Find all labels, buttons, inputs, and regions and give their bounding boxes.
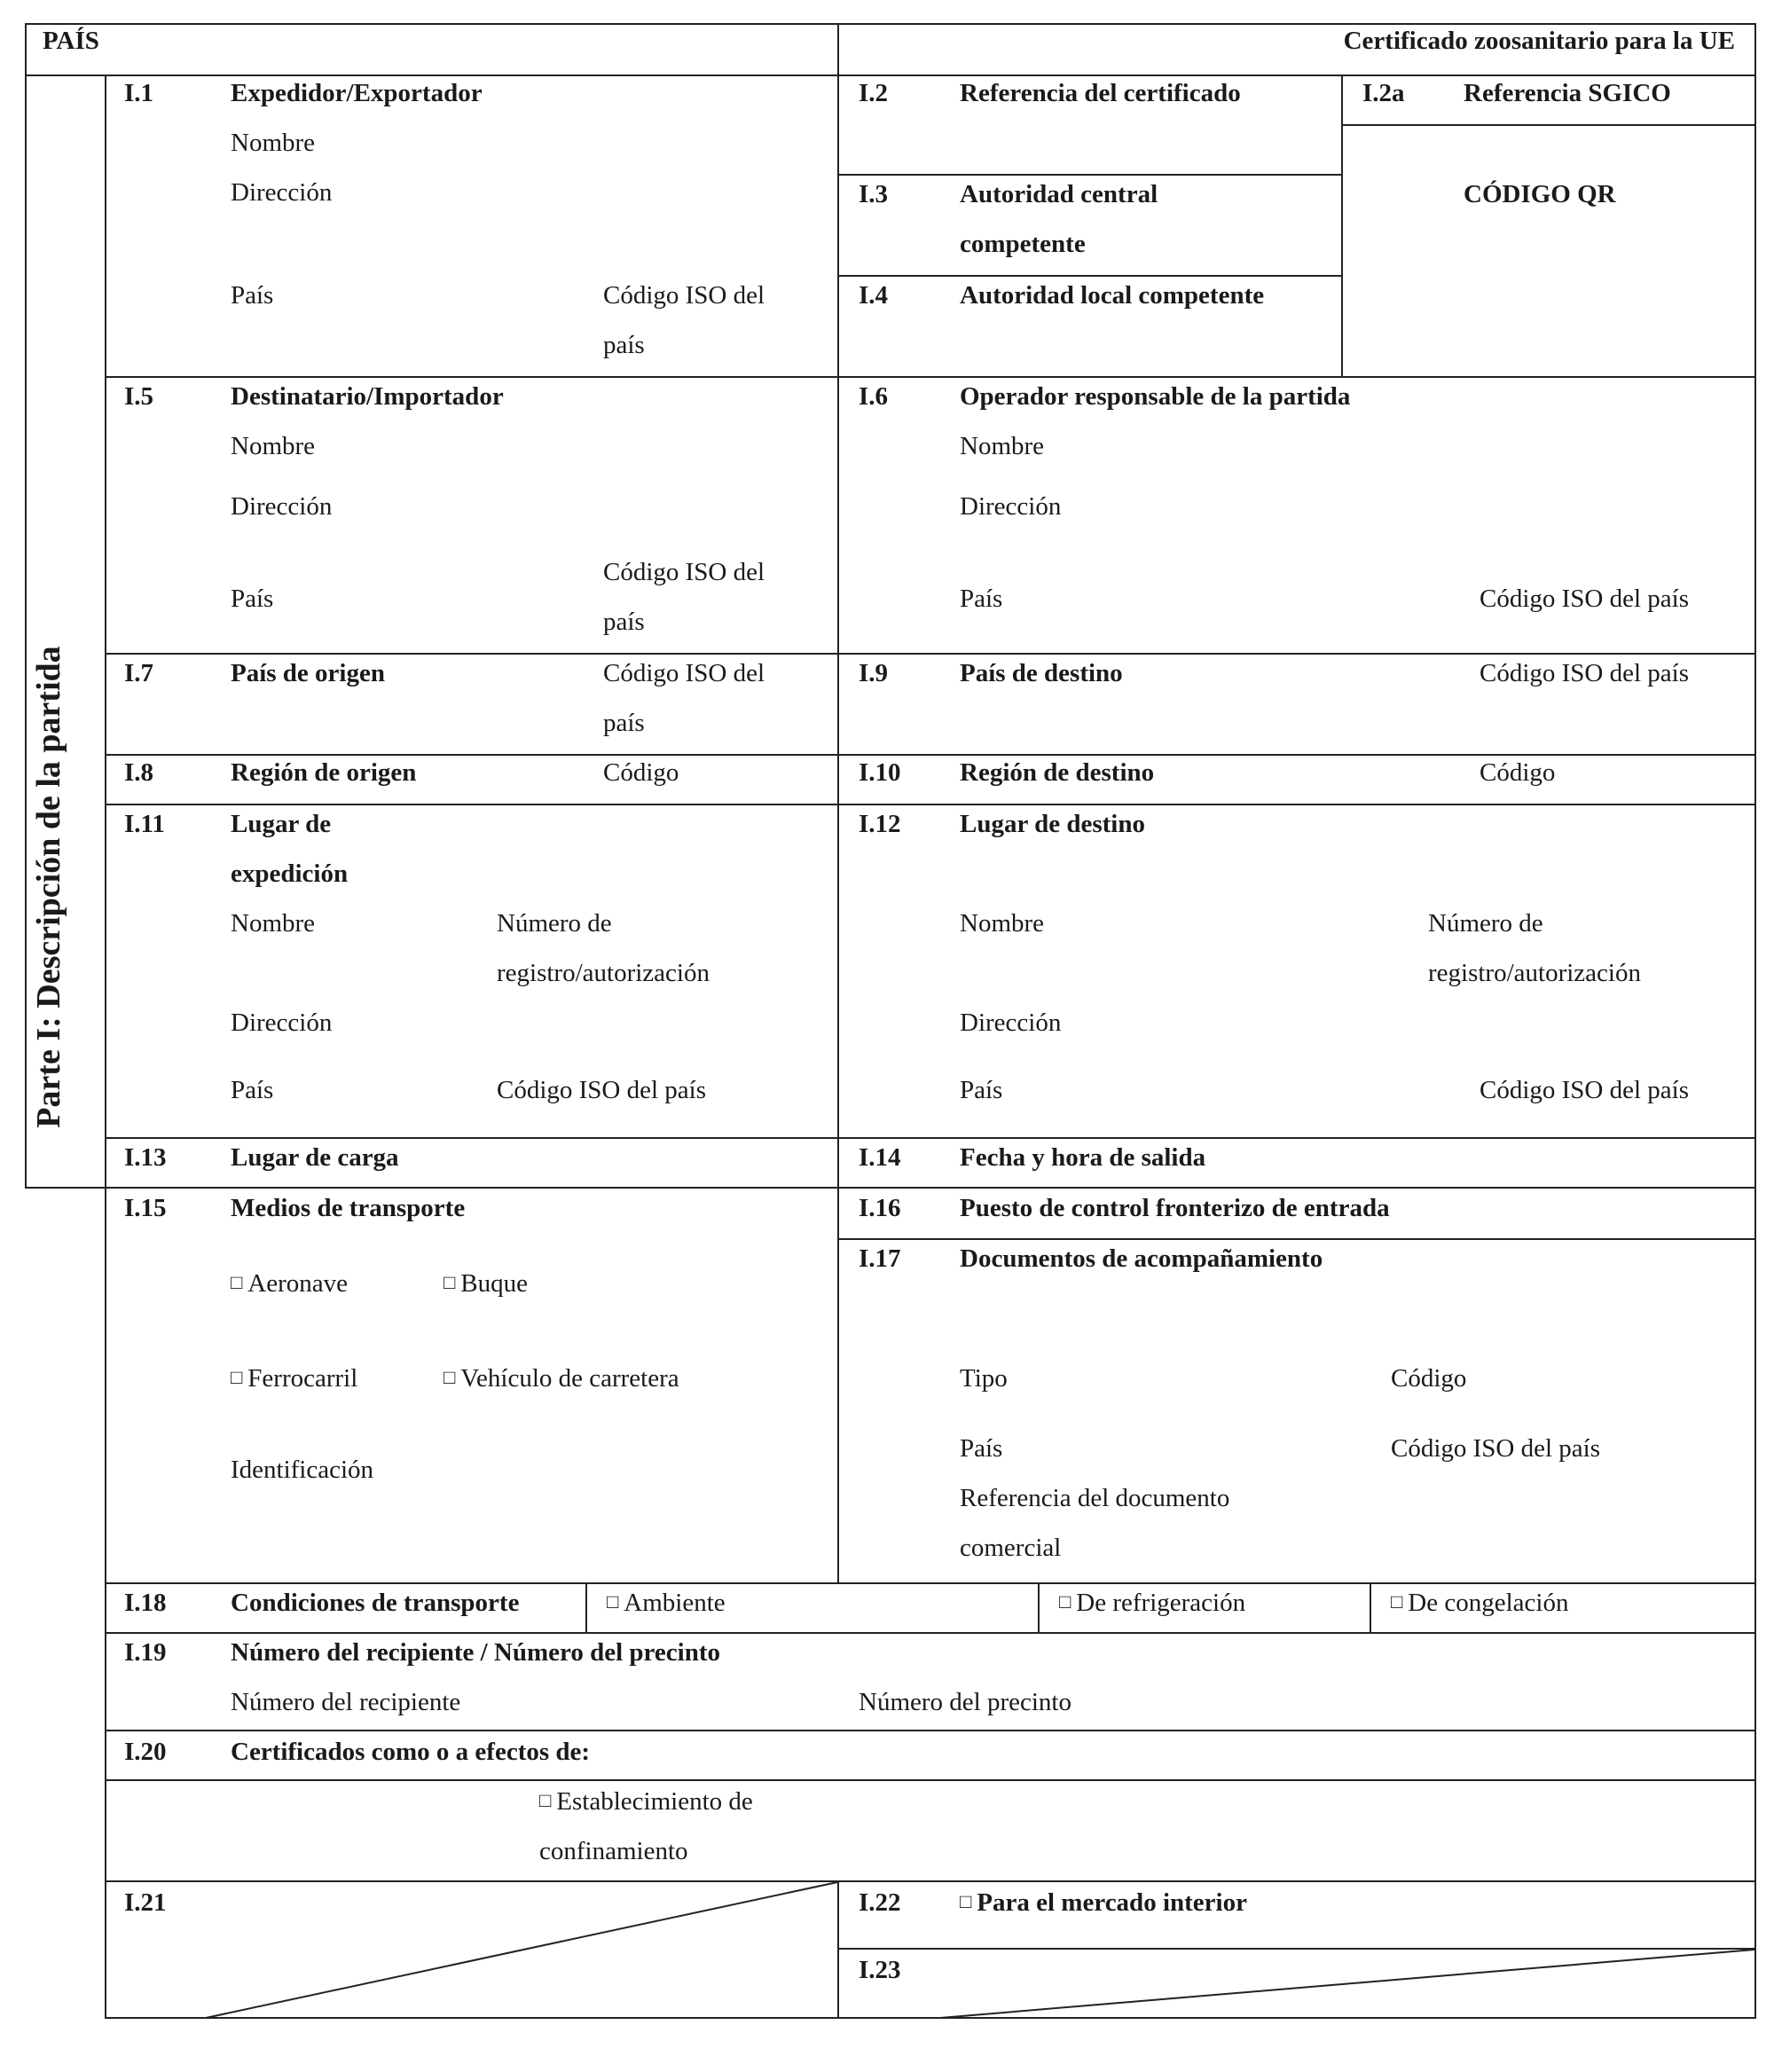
- box-number: I.10: [859, 758, 901, 787]
- country-label: País: [960, 1434, 1003, 1463]
- commercial-doc-ref-label: Referencia del documento: [960, 1484, 1230, 1512]
- iso-code-label: Código ISO del país: [1480, 1076, 1690, 1104]
- box-title: Autoridad local competente: [960, 281, 1265, 310]
- registration-label-cont: registro/autorización: [1428, 959, 1641, 987]
- box-title-cont: competente: [960, 230, 1086, 258]
- checkbox-icon: □: [444, 1271, 456, 1293]
- identification-label: Identificación: [231, 1456, 374, 1484]
- box-title: Referencia SGICO: [1464, 79, 1671, 107]
- confined-establishment-checkbox[interactable]: [539, 1785, 753, 1820]
- box-number: I.1: [124, 79, 154, 107]
- box-title: Lugar de carga: [231, 1143, 399, 1172]
- registration-label: Número de: [1428, 909, 1543, 938]
- option-label: Ferrocarril: [247, 1364, 358, 1393]
- box-title: Expedidor/Exportador: [231, 79, 483, 107]
- box-title: País de destino: [960, 659, 1123, 687]
- address-label: Dirección: [231, 1009, 333, 1037]
- iso-code-label-cont: país: [603, 608, 645, 636]
- option-label: De refrigeración: [1076, 1589, 1246, 1617]
- box-title: Fecha y hora de salida: [960, 1143, 1206, 1172]
- box-number: I.18: [124, 1589, 167, 1617]
- code-label: Código: [1480, 758, 1556, 787]
- box-title: Puesto de control fronterizo de entrada: [960, 1194, 1390, 1222]
- iso-code-label: Código ISO del: [603, 659, 765, 687]
- box-number: I.7: [124, 659, 154, 687]
- chilled-checkbox[interactable]: [1059, 1586, 1245, 1621]
- box-title: Región de origen: [231, 758, 417, 787]
- box-title: Destinatario/Importador: [231, 382, 504, 411]
- option-label: Ambiente: [624, 1589, 726, 1617]
- qr-code-placeholder: CÓDIGO QR: [1464, 180, 1616, 208]
- address-label: Dirección: [231, 178, 333, 207]
- box-number: I.9: [859, 659, 889, 687]
- box-title: Región de destino: [960, 758, 1155, 787]
- box-number: I.6: [859, 382, 889, 411]
- address-label: Dirección: [231, 492, 333, 521]
- box-number: I.8: [124, 758, 154, 787]
- name-label: Nombre: [960, 909, 1045, 938]
- option-label: Aeronave: [247, 1269, 349, 1298]
- box-number: I.3: [859, 180, 889, 208]
- registration-label: Número de: [497, 909, 612, 938]
- box-title: Lugar de destino: [960, 810, 1145, 838]
- registration-label-cont: registro/autorización: [497, 959, 710, 987]
- address-label: Dirección: [960, 1009, 1062, 1037]
- box-number: I.4: [859, 281, 889, 310]
- country-label: País: [231, 1076, 274, 1104]
- commercial-doc-ref-label-cont: comercial: [960, 1534, 1062, 1562]
- iso-code-label: Código ISO del país: [1391, 1434, 1601, 1463]
- box-number: I.2: [859, 79, 889, 107]
- box-title: Certificados como o a efectos de:: [231, 1738, 591, 1766]
- checkbox-icon: □: [960, 1890, 972, 1912]
- option-label: Para el mercado interior: [977, 1888, 1247, 1917]
- box-title: Referencia del certificado: [960, 79, 1241, 107]
- checkbox-icon: □: [1059, 1590, 1071, 1613]
- country-label: País: [231, 585, 274, 613]
- box-number: I.21: [124, 1888, 167, 1917]
- box-number: I.2a: [1362, 79, 1405, 107]
- aircraft-checkbox[interactable]: [231, 1267, 348, 1302]
- code-label: Código: [1391, 1364, 1467, 1393]
- iso-code-label: Código ISO del país: [1480, 659, 1690, 687]
- name-label: Nombre: [231, 129, 316, 157]
- internal-market-checkbox[interactable]: [960, 1886, 1247, 1921]
- box-number: I.16: [859, 1194, 901, 1222]
- box-number: I.5: [124, 382, 154, 411]
- option-label: Vehículo de carretera: [460, 1364, 679, 1393]
- box-title: Número del recipiente / Número del precinto: [231, 1638, 720, 1667]
- box-title: Operador responsable de la partida: [960, 382, 1351, 411]
- box-number: I.22: [859, 1888, 901, 1917]
- road-vehicle-checkbox[interactable]: [444, 1362, 679, 1397]
- name-label: Nombre: [960, 432, 1045, 460]
- box-title: Lugar de: [231, 810, 332, 838]
- seal-number-label: Número del precinto: [859, 1688, 1071, 1716]
- box-number: I.12: [859, 810, 901, 838]
- box-number: I.13: [124, 1143, 167, 1172]
- option-label-cont: confinamiento: [539, 1837, 688, 1865]
- country-label: País: [231, 281, 274, 310]
- box-title: Condiciones de transporte: [231, 1589, 520, 1617]
- option-label: De congelación: [1408, 1589, 1569, 1617]
- iso-code-label: Código ISO del: [603, 558, 765, 586]
- box-title: País de origen: [231, 659, 385, 687]
- type-label: Tipo: [960, 1364, 1008, 1393]
- iso-code-label-cont: país: [603, 709, 645, 737]
- iso-code-label: Código ISO del: [603, 281, 765, 310]
- name-label: Nombre: [231, 909, 316, 938]
- code-label: Código: [603, 758, 679, 787]
- country-header: PAÍS: [43, 27, 99, 55]
- address-label: Dirección: [960, 492, 1062, 521]
- box-number: I.15: [124, 1194, 167, 1222]
- frozen-checkbox[interactable]: [1391, 1586, 1568, 1621]
- box-number: I.17: [859, 1244, 901, 1273]
- container-number-label: Número del recipiente: [231, 1688, 461, 1716]
- box-number: I.20: [124, 1738, 167, 1766]
- part-one-label: Parte I: Descripción de la partida: [30, 646, 67, 1128]
- option-label: Buque: [460, 1269, 529, 1298]
- box-title: Autoridad central: [960, 180, 1158, 208]
- checkbox-icon: □: [607, 1590, 619, 1613]
- box-title: Documentos de acompañamiento: [960, 1244, 1323, 1273]
- checkbox-icon: □: [444, 1366, 456, 1388]
- iso-code-label-cont: país: [603, 331, 645, 359]
- box-number: I.19: [124, 1638, 167, 1667]
- country-label: País: [960, 585, 1003, 613]
- country-label: País: [960, 1076, 1003, 1104]
- ship-checkbox[interactable]: [444, 1267, 528, 1302]
- box-number: I.11: [124, 810, 165, 838]
- ambient-checkbox[interactable]: [607, 1586, 726, 1621]
- checkbox-icon: □: [231, 1366, 243, 1388]
- checkbox-icon: □: [231, 1271, 243, 1293]
- checkbox-icon: □: [539, 1789, 552, 1811]
- box-number: I.14: [859, 1143, 901, 1172]
- iso-code-label: Código ISO del país: [1480, 585, 1690, 613]
- checkbox-icon: □: [1391, 1590, 1403, 1613]
- name-label: Nombre: [231, 432, 316, 460]
- railway-checkbox[interactable]: [231, 1362, 357, 1397]
- certificate-title: Certificado zoosanitario para la UE: [1343, 27, 1735, 55]
- option-label: Establecimiento de: [556, 1787, 753, 1816]
- box-number: I.23: [859, 1956, 901, 1984]
- box-title: Medios de transporte: [231, 1194, 466, 1222]
- box-title-cont: expedición: [231, 859, 349, 888]
- iso-code-label: Código ISO del país: [497, 1076, 707, 1104]
